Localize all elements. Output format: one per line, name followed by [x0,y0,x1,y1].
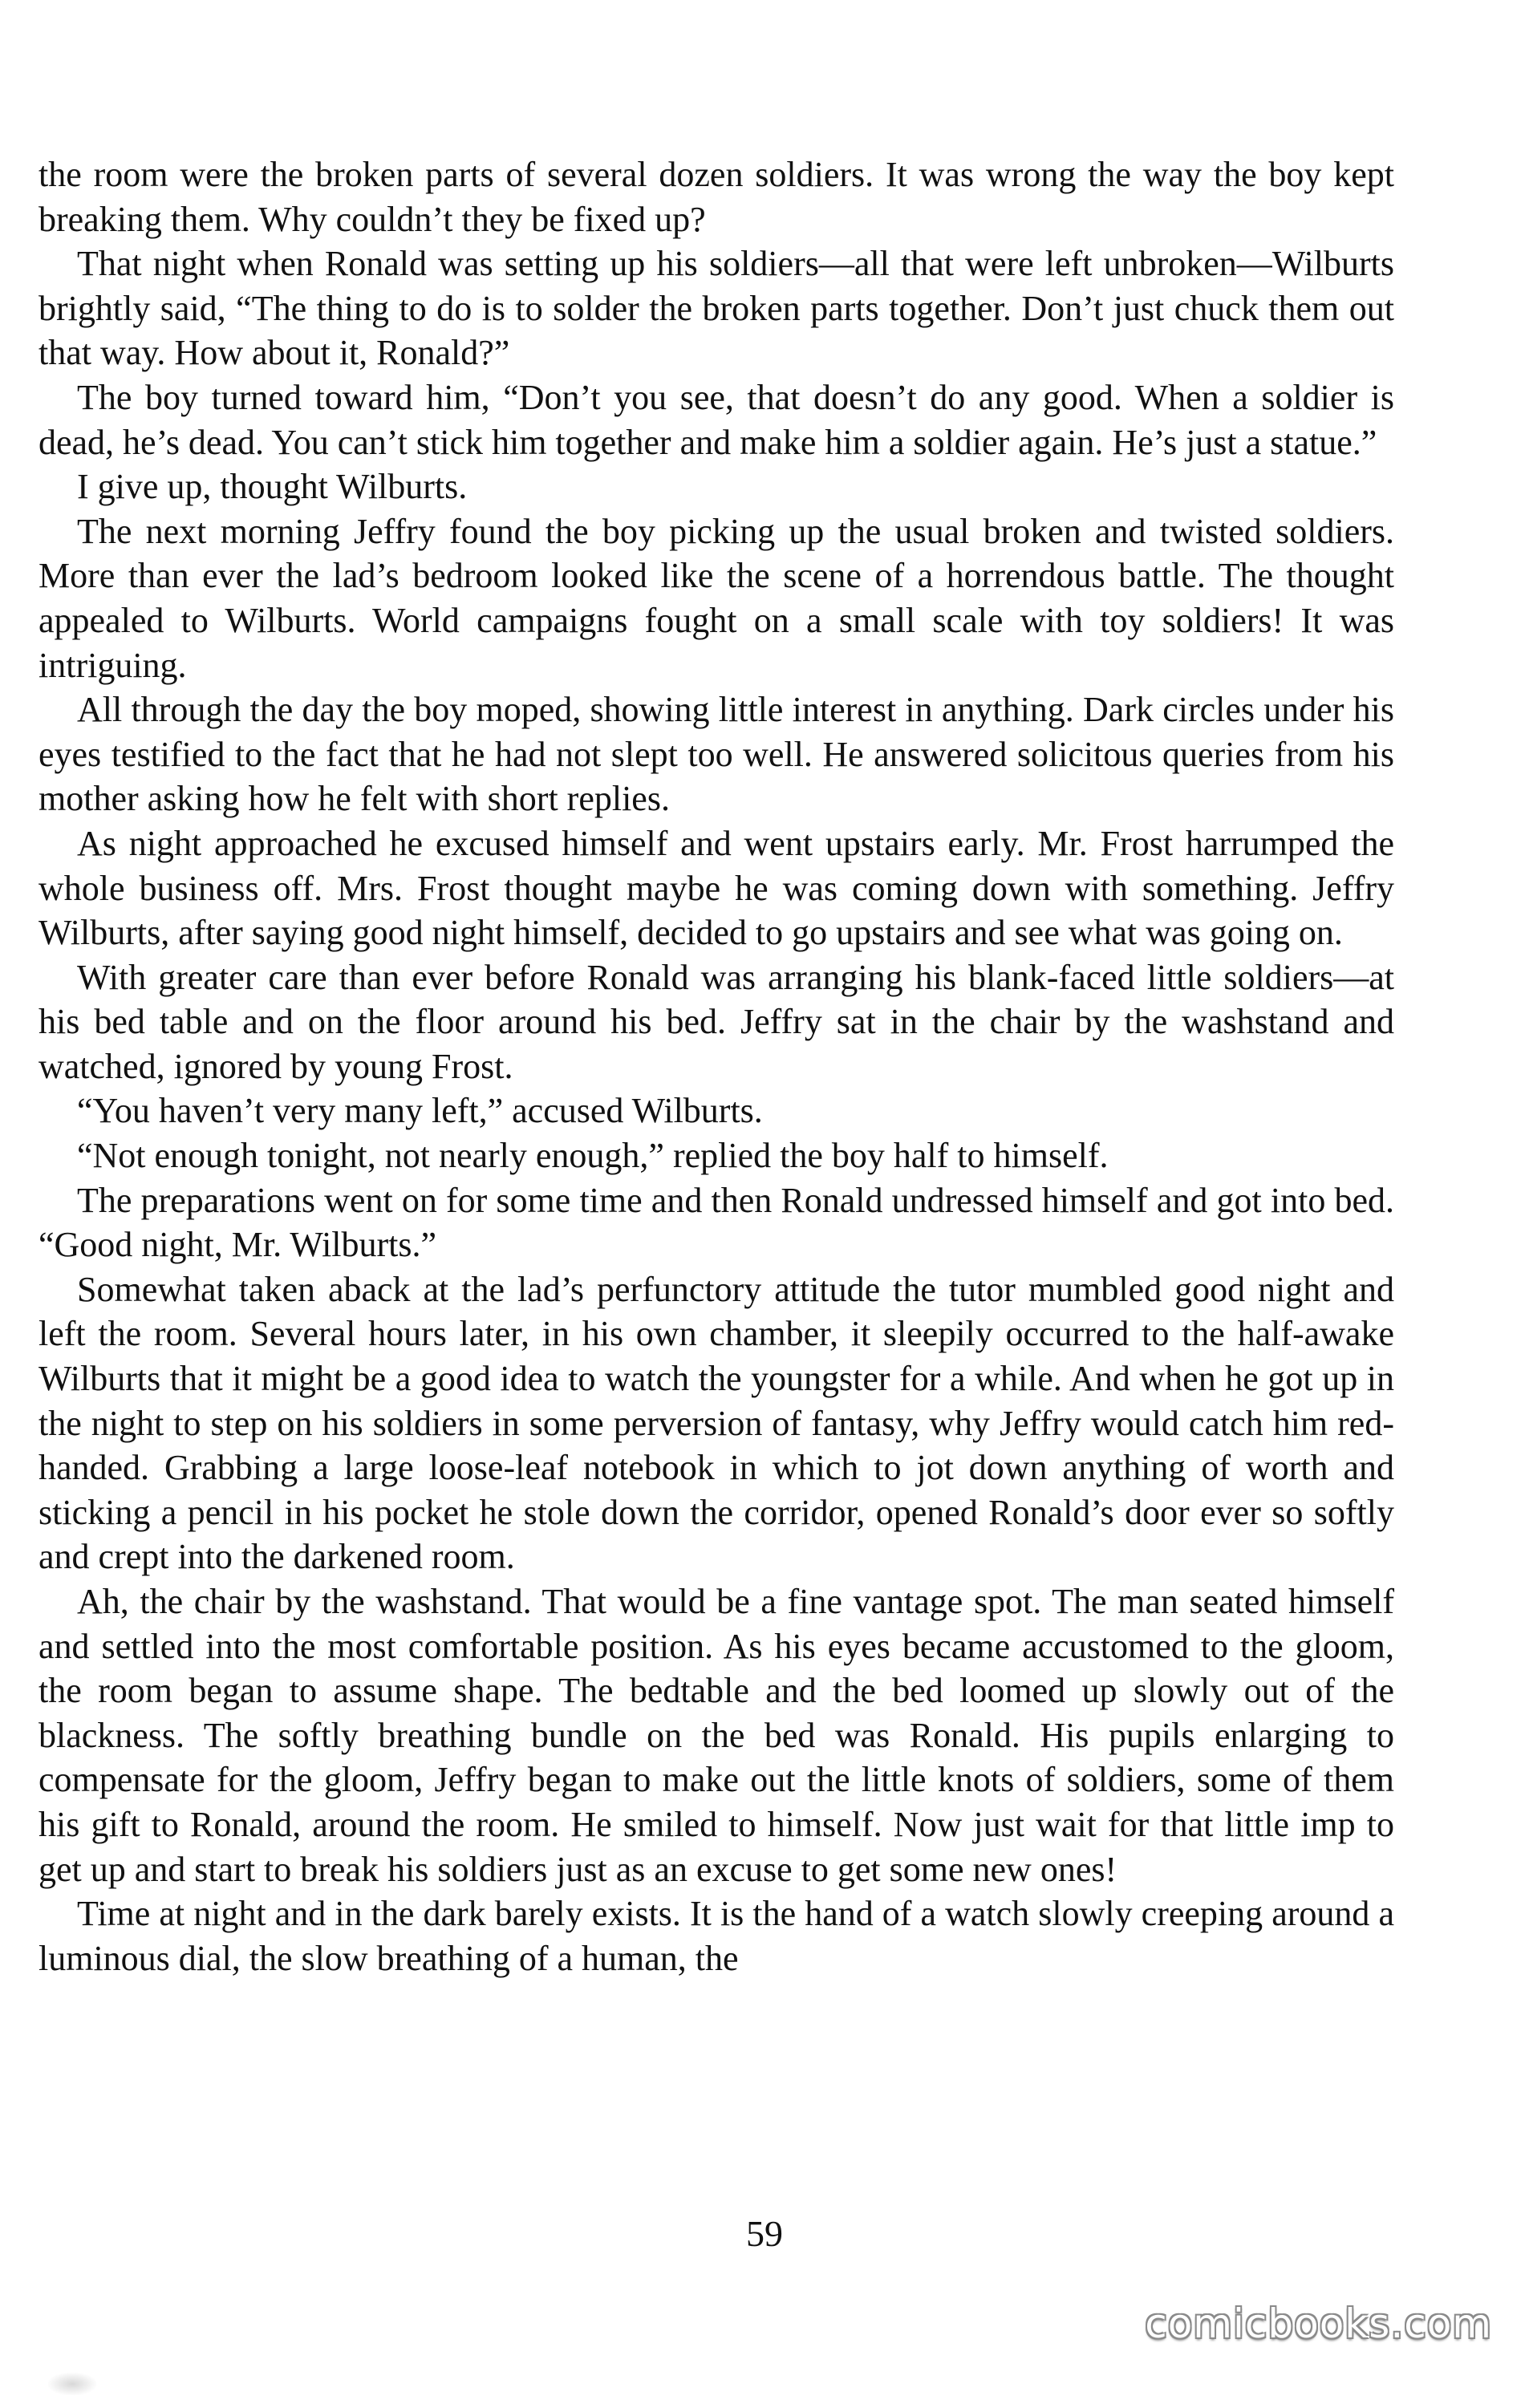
paragraph: “Not enough tonight, not nearly enough,” replied the boy half to himself. [77,1136,1109,1176]
scan-speck [48,2373,96,2395]
paragraph: “You haven’t very many left,” accused Wilburts. [77,1091,763,1131]
paragraph: All through the day the boy moped, showing little interest in anything. Dark circles under his eyes testified to the fact that he had not slept too well. He answered solicitous queries from his mother asking how he felt with short replies. [39,690,1394,819]
paragraph: With greater care than ever before Ronald was arranging his blank-faced little soldiers—at his bed table and on the floor around his bed. Jeffry sat in the chair by the washstand and watched, ignored by young Frost. [39,957,1394,1086]
paragraph: Time at night and in the dark barely exists. It is the hand of a watch slowly creeping around a luminous dial, the slow breathing of a human, the [39,1894,1394,1978]
paragraph: I give up, thought Wilburts. [77,467,468,507]
watermark: comicbooks.com [1145,2301,1492,2347]
paragraph: Ah, the chair by the washstand. That would be a fine vantage spot. The man seated himself and settled into the most comfortable position. As his eyes became accustomed to the gloom, the room began to assume shape. The bedtable and the bed loomed up slowly out of the blackness. The softly breathing bundle on the bed was Ronald. His pupils enlarging to compensate for the gloom, Jeffry began to make out the little knots of soldiers, some of them his gift to Ronald, around the room. He smiled to himself. Now just wait for that little imp to get up and start to break his soldiers just as an excuse to get some new ones! [39,1582,1394,1889]
paragraph: Somewhat taken aback at the lad’s perfunctory attitude the tutor mumbled good night and left the room. Several hours later, in his own chamber, it sleepily occurred to the half-awake Wilburts that it might be a good idea to watch the youngster for a while. And when he got up in the night to step on his soldiers in some perversion of fantasy, why Jeffry would catch him redhanded. Grabbing a large loose-leaf notebook in which to jot down anything of worth and sticking a pencil in his pocket he stole down the corridor, opened Ronald’s door ever so softly and crept into the darkened room. [39,1269,1394,1577]
paragraph: The preparations went on for some time and then Ronald undressed himself and got into bed. “Good night, Mr. Wilburts.” [39,1180,1394,1265]
paragraph: The next morning Jeffry found the boy picking up the usual broken and twisted soldiers. More than ever the lad’s bedroom looked like the scene of a horrendous battle. The thought appealed to Wilburts. World campaigns fought on a small scale with toy soldiers! It was intriguing. [39,511,1394,685]
paragraph: As night approached he excused himself and went upstairs early. Mr. Frost harrumped the whole business off. Mrs. Frost thought maybe he was coming down with something. Jeffry Wilburts, after saying good night himself, decided to go upstairs and see what was going on. [39,823,1394,953]
paragraph: That night when Ronald was setting up his soldiers—all that were left unbroken—Wilburts brightly said, “The thing to do is to solder the broken parts together. Don’t just chuck them out that way. How about it, Ronald?” [39,244,1394,373]
body-text [39,152,1394,1980]
page-number: 59 [746,2213,783,2254]
paragraph: The boy turned toward him, “Don’t you see, that doesn’t do any good. When a soldier is dead, he’s dead. You can’t stick him together and make him a soldier again. He’s just a statue.” [39,377,1394,462]
paragraph: the room were the broken parts of several dozen soldiers. It was wrong the way the boy kept breaking them. Why couldn’t they be fixed up? [39,155,1394,239]
